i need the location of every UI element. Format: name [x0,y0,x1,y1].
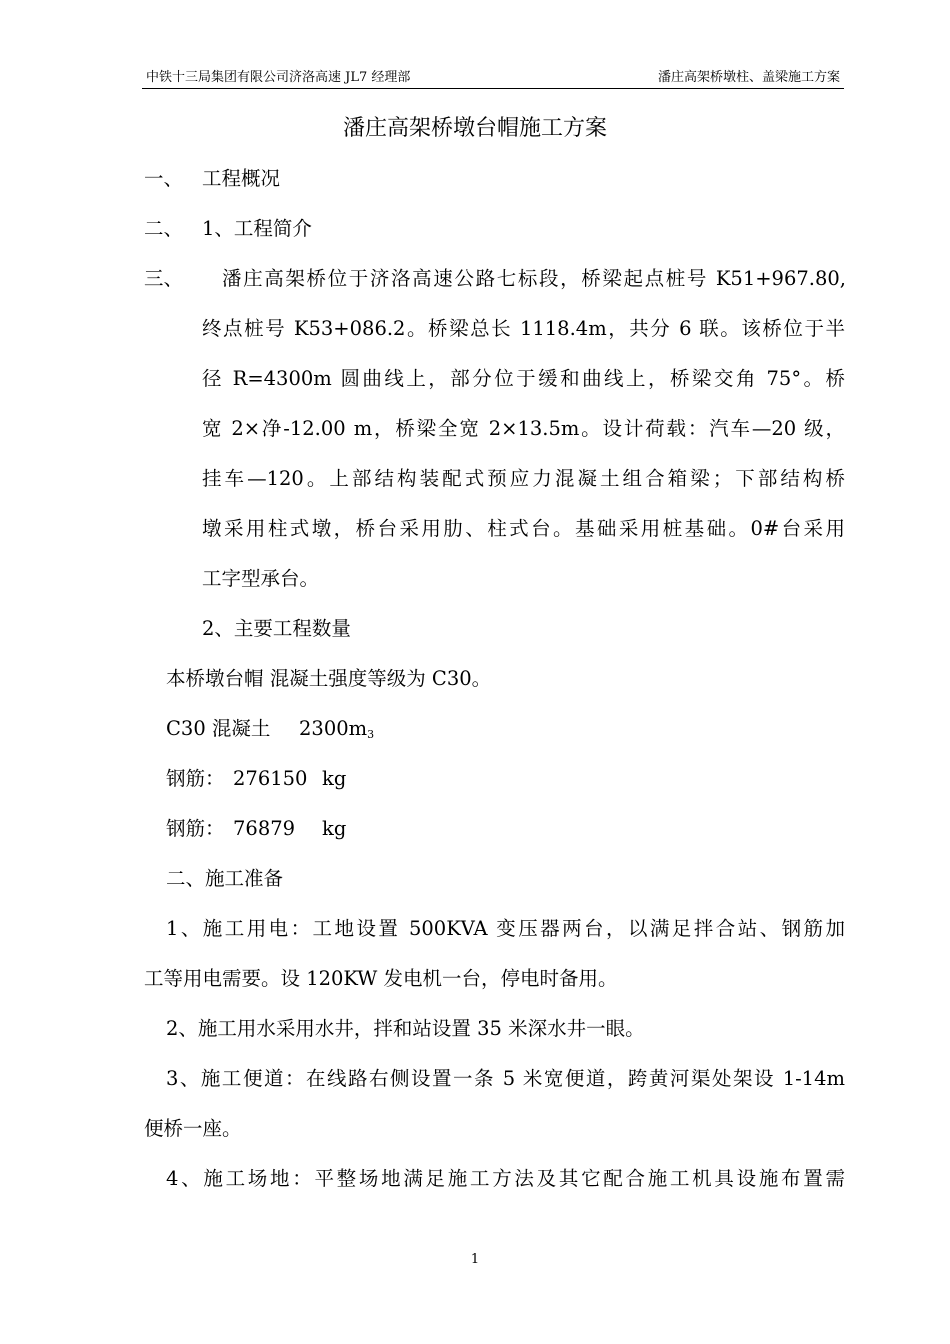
intro-line-5: 挂车—120。上部结构装配式预应力混凝土组合箱梁；下部结构桥 [202,467,845,490]
header-left-text: 中铁十三局集团有限公司济洛高速 JL7 经理部 [146,70,411,85]
page-header [142,68,844,89]
outline-text-2: 1、工程简介 [202,217,312,240]
outline-marker-3: 三、 [144,267,184,290]
concrete-label: C30 混凝土 [166,717,271,740]
intro-line-3: 径 R=4300m 圆曲线上，部分位于缓和曲线上，桥梁交角 75°。桥 [202,367,845,390]
rebar-2-unit: kg [322,817,347,840]
rebar-1-label: 钢筋： [166,767,225,790]
outline-marker-2: 二、 [144,217,184,240]
intro-line-6: 墩采用柱式墩，桥台采用肋、柱式台。基础采用桩基础。0#台采用 [202,517,845,540]
rebar-2-label: 钢筋： [166,817,225,840]
page-number: 1 [470,1252,480,1267]
rebar-2-value: 76879 [233,817,296,840]
concrete-value [299,713,374,751]
prep-item-3-line-1: 3、施工便道：在线路右侧设置一条 5 米宽便道，跨黄河渠处架设 1-14m [166,1067,845,1090]
rebar-1-unit: kg [322,767,347,790]
concrete-grade-line: 本桥墩台帽 混凝土强度等级为 C30。 [166,667,492,690]
concrete-amount: 2300m [299,717,368,740]
intro-line-2: 终点桩号 K53+086.2。桥梁总长 1118.4m，共分 6 联。该桥位于半 [202,317,845,340]
prep-item-4-line-1: 4、施工场地：平整场地满足施工方法及其它配合施工机具设施布置需 [166,1167,845,1190]
prep-item-3-line-2: 便桥一座。 [144,1117,242,1140]
prep-heading: 二、施工准备 [166,867,284,890]
rebar-1-value: 276150 [233,767,308,790]
document-title: 潘庄高架桥墩台帽施工方案 [342,116,607,141]
intro-line-1: 潘庄高架桥位于济洛高速公路七标段，桥梁起点桩号 K51+967.80, [222,267,846,290]
prep-item-1-line-2: 工等用电需要。设 120KW 发电机一台，停电时备用。 [144,967,618,990]
prep-item-2: 2、施工用水采用水井，拌和站设置 35 米深水井一眼。 [166,1017,645,1040]
outline-marker-1: 一、 [144,167,184,190]
concrete-unit-superscript: 3 [367,728,375,741]
outline-text-1: 工程概况 [202,167,281,190]
intro-line-4: 宽 2×净-12.00 m，桥梁全宽 2×13.5m。设计荷载：汽车—20 级， [202,417,845,440]
header-right-text: 潘庄高架桥墩柱、盖梁施工方案 [657,70,840,85]
quantities-heading: 2、主要工程数量 [202,617,351,640]
intro-line-7: 工字型承台。 [202,567,320,590]
prep-item-1-line-1: 1、施工用电：工地设置 500KVA 变压器两台，以满足拌合站、钢筋加 [166,917,845,940]
